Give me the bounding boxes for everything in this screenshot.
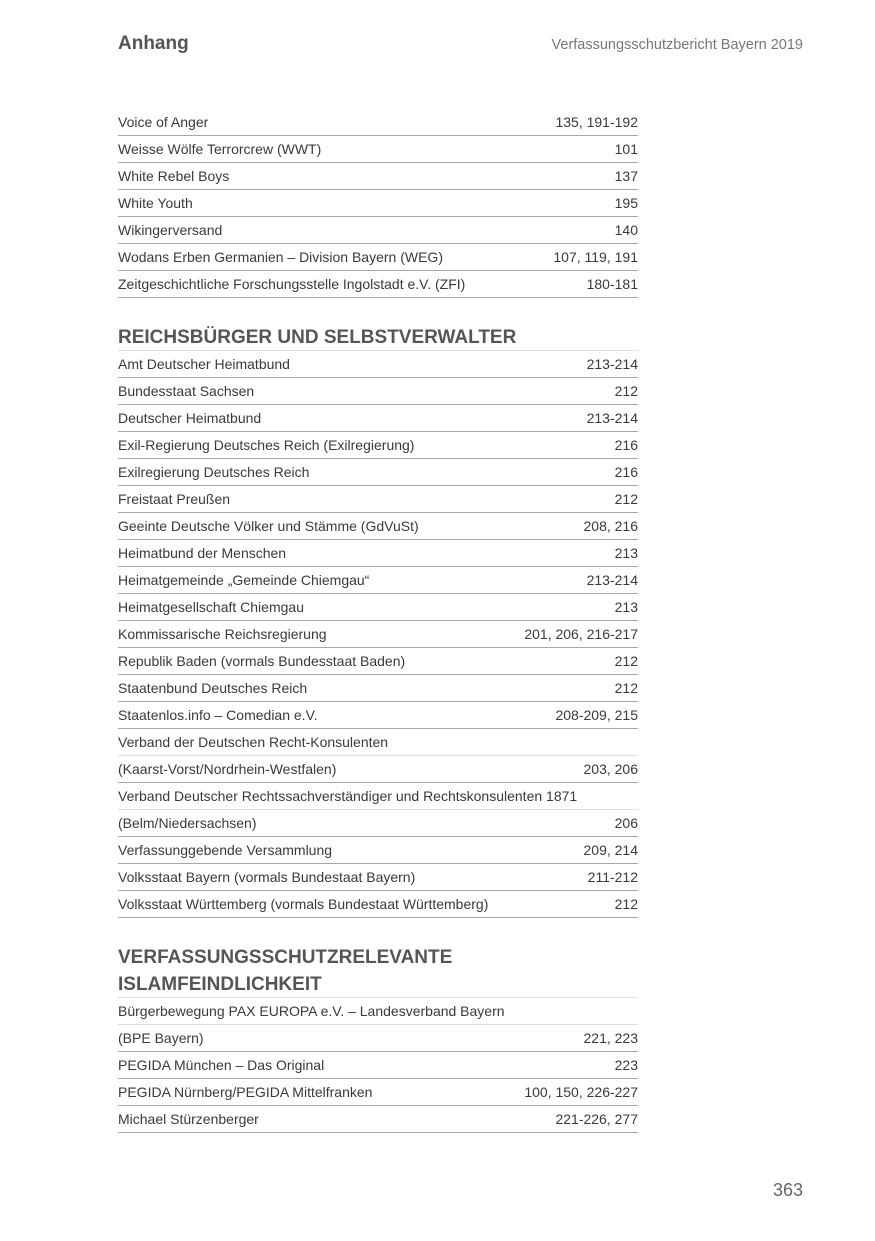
entry-pages: 213 bbox=[614, 545, 638, 561]
entry-name: Voice of Anger bbox=[118, 114, 209, 130]
entry-pages: 135, 191-192 bbox=[555, 114, 638, 130]
index-entry bbox=[118, 109, 638, 136]
entry-name: White Youth bbox=[118, 195, 193, 211]
index-entry bbox=[118, 864, 638, 891]
index-entry bbox=[118, 1052, 638, 1079]
index-entry-line2 bbox=[118, 1025, 638, 1052]
entry-name-continued: (Belm/Niedersachsen) bbox=[118, 815, 257, 831]
entry-pages: 223 bbox=[614, 1057, 638, 1073]
section-heading-continued: ISLAMFEINDLICHKEIT bbox=[118, 971, 638, 998]
entry-name: Heimatgemeinde „Gemeinde Chiemgau“ bbox=[118, 572, 370, 588]
entry-name: Republik Baden (vormals Bundesstaat Baden) bbox=[118, 653, 406, 669]
index-entry bbox=[118, 244, 638, 271]
entry-name: Freistaat Preußen bbox=[118, 491, 231, 507]
index-entry-line1 bbox=[118, 729, 638, 756]
entry-pages: 180-181 bbox=[586, 276, 638, 292]
index-group-reichsbuerger bbox=[118, 324, 638, 918]
entry-name: White Rebel Boys bbox=[118, 168, 230, 184]
entry-pages: 212 bbox=[614, 491, 638, 507]
index-entry bbox=[118, 648, 638, 675]
entry-pages: 211-212 bbox=[587, 869, 638, 885]
entry-pages: 195 bbox=[614, 195, 638, 211]
entry-name: Exil-Regierung Deutsches Reich (Exilregierung) bbox=[118, 437, 415, 453]
entry-name: Verband der Deutschen Recht-Konsulenten bbox=[118, 734, 389, 750]
entry-pages: 221-226, 277 bbox=[555, 1111, 638, 1127]
entry-pages: 213 bbox=[614, 599, 638, 615]
entry-pages: 212 bbox=[614, 383, 638, 399]
index-entry bbox=[118, 891, 638, 918]
index-entry bbox=[118, 271, 638, 298]
entry-name: Volksstaat Bayern (vormals Bundestaat Bayern) bbox=[118, 869, 416, 885]
entry-name: Heimatbund der Menschen bbox=[118, 545, 287, 561]
entry-name: Verfassunggebende Versammlung bbox=[118, 842, 333, 858]
index-entry bbox=[118, 567, 638, 594]
index-entry bbox=[118, 621, 638, 648]
index-entry bbox=[118, 136, 638, 163]
entry-pages: 209, 214 bbox=[583, 842, 638, 858]
entry-pages: 206 bbox=[614, 815, 638, 831]
entry-name: Staatenbund Deutsches Reich bbox=[118, 680, 308, 696]
index-entry bbox=[118, 1079, 638, 1106]
entry-pages: 208-209, 215 bbox=[555, 707, 638, 723]
entry-pages: 137 bbox=[614, 168, 638, 184]
entry-pages: 101 bbox=[614, 141, 638, 157]
index-entry bbox=[118, 837, 638, 864]
index-group-islamfeindlichkeit bbox=[118, 944, 638, 1133]
section-heading: REICHSBÜRGER UND SELBSTVERWALTER bbox=[118, 324, 638, 351]
entry-name: Michael Stürzenberger bbox=[118, 1111, 259, 1127]
index-entry bbox=[118, 513, 638, 540]
entry-pages: 208, 216 bbox=[583, 518, 638, 534]
index-entry-line2 bbox=[118, 756, 638, 783]
entry-name: Heimatgesellschaft Chiemgau bbox=[118, 599, 304, 615]
entry-pages: 107, 119, 191 bbox=[553, 249, 638, 265]
entry-name: Staatenlos.info – Comedian e.V. bbox=[118, 707, 318, 723]
index-entry bbox=[118, 432, 638, 459]
index-entry bbox=[118, 351, 638, 378]
index-entry bbox=[118, 1106, 638, 1133]
entry-name: Verband Deutscher Rechtssachverständiger und Rechtskonsulenten 1871 bbox=[118, 788, 578, 804]
entry-name: Weisse Wölfe Terrorcrew (WWT) bbox=[118, 141, 322, 157]
entry-pages: 212 bbox=[614, 653, 638, 669]
index-entry-line1 bbox=[118, 783, 638, 810]
entry-name: Volksstaat Württemberg (vormals Bundestaat Württemberg) bbox=[118, 896, 489, 912]
index-entry-line2 bbox=[118, 810, 638, 837]
index-entry bbox=[118, 378, 638, 405]
index-entry bbox=[118, 702, 638, 729]
index-entry-line1 bbox=[118, 998, 638, 1025]
index-group-top bbox=[118, 109, 638, 298]
index-entry bbox=[118, 486, 638, 513]
entry-name: Wodans Erben Germanien – Division Bayern (WEG) bbox=[118, 249, 443, 265]
entry-pages: 221, 223 bbox=[583, 1030, 638, 1046]
entry-name: PEGIDA München – Das Original bbox=[118, 1057, 325, 1073]
entry-name-continued: (Kaarst-Vorst/Nordrhein-Westfalen) bbox=[118, 761, 337, 777]
section-heading: VERFASSUNGSSCHUTZRELEVANTE bbox=[118, 947, 453, 968]
entry-name: PEGIDA Nürnberg/PEGIDA Mittelfranken bbox=[118, 1084, 373, 1100]
entry-pages: 100, 150, 226-227 bbox=[524, 1084, 638, 1100]
entry-name: Geeinte Deutsche Völker und Stämme (GdVuSt) bbox=[118, 518, 419, 534]
page-number: 363 bbox=[772, 1180, 803, 1200]
entry-pages: 201, 206, 216-217 bbox=[524, 626, 638, 642]
publication-title: Verfassungsschutzbericht Bayern 2019 bbox=[551, 37, 803, 53]
entry-pages: 213-214 bbox=[586, 572, 638, 588]
index-entry bbox=[118, 163, 638, 190]
index-entry bbox=[118, 459, 638, 486]
entry-name: Deutscher Heimatbund bbox=[118, 410, 262, 426]
index-entry bbox=[118, 675, 638, 702]
entry-name: Amt Deutscher Heimatbund bbox=[118, 356, 290, 372]
entry-pages: 140 bbox=[614, 222, 638, 238]
entry-name: Bundesstaat Sachsen bbox=[118, 383, 255, 399]
entry-name: Kommissarische Reichsregierung bbox=[118, 626, 327, 642]
index-entry bbox=[118, 405, 638, 432]
entry-name: Wikingerversand bbox=[118, 222, 223, 238]
index-content bbox=[118, 109, 638, 1133]
entry-pages: 216 bbox=[614, 437, 638, 453]
entry-name: Bürgerbewegung PAX EUROPA e.V. – Landesverband Bayern bbox=[118, 1003, 505, 1019]
entry-pages: 216 bbox=[614, 464, 638, 480]
index-entry bbox=[118, 217, 638, 244]
entry-pages: 212 bbox=[614, 896, 638, 912]
entry-pages: 213-214 bbox=[586, 410, 638, 426]
index-entry bbox=[118, 190, 638, 217]
entry-pages: 212 bbox=[614, 680, 638, 696]
entry-pages: 213-214 bbox=[586, 356, 638, 372]
index-entry bbox=[118, 540, 638, 567]
entry-name: Zeitgeschichtliche Forschungsstelle Ingolstadt e.V. (ZFI) bbox=[118, 276, 466, 292]
entry-pages: 203, 206 bbox=[583, 761, 638, 777]
index-entry bbox=[118, 594, 638, 621]
section-title: Anhang bbox=[118, 33, 189, 54]
entry-name-continued: (BPE Bayern) bbox=[118, 1030, 204, 1046]
entry-name: Exilregierung Deutsches Reich bbox=[118, 464, 310, 480]
